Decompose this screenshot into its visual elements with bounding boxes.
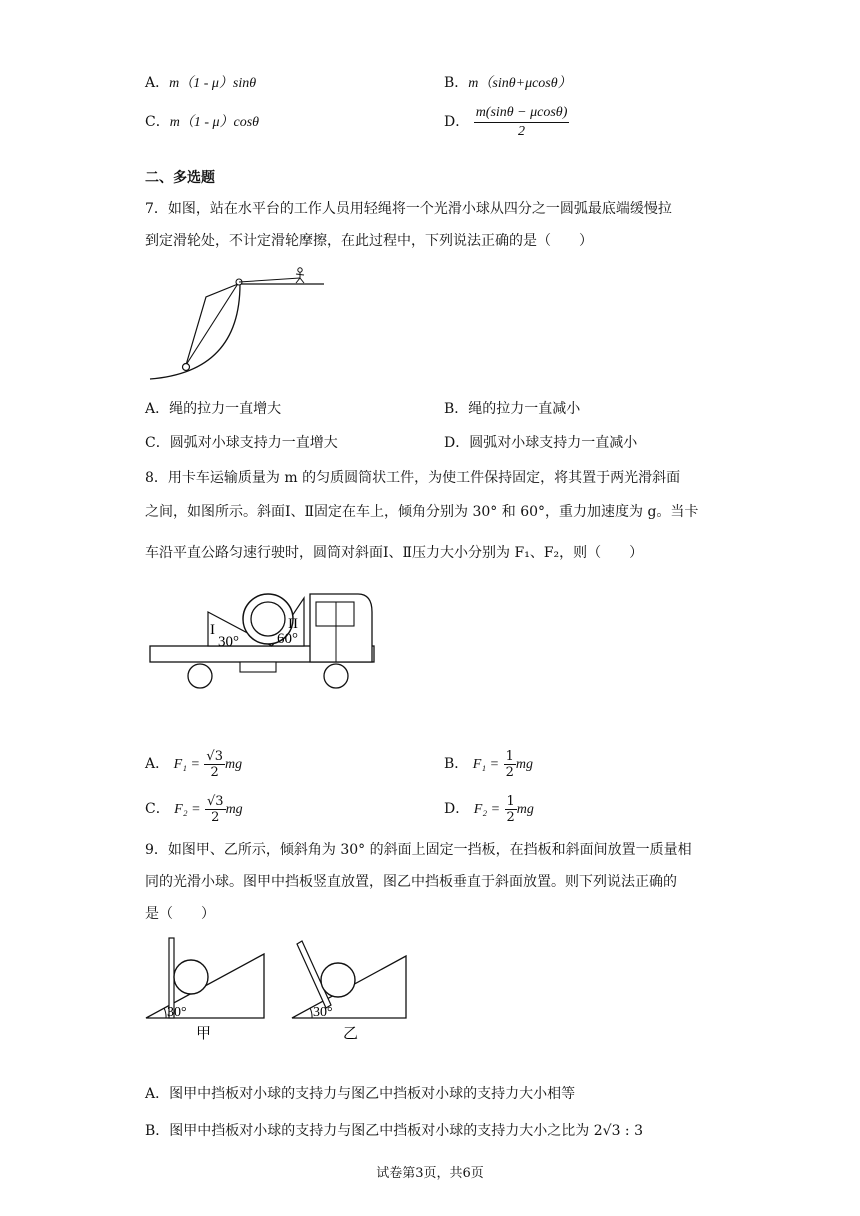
q8-truck-figure <box>146 582 378 692</box>
fraction-numerator: √3 <box>206 748 223 764</box>
q6-option-d <box>444 102 569 142</box>
fraction-denominator: 2 <box>518 123 526 139</box>
angle-two-label: 60° <box>277 631 298 647</box>
option-lhs: F₂ = <box>473 802 501 817</box>
option-fraction <box>474 104 570 141</box>
option-letter: A． <box>145 756 170 772</box>
option-tail: mg <box>225 802 243 817</box>
q8-option-c <box>145 791 243 828</box>
slope-two-label: II <box>288 616 298 632</box>
q9-stem-line1: 9．如图甲、乙所示，倾斜角为 30° 的斜面上固定一挡板，在挡板和斜面间放置一质量相 <box>145 842 692 858</box>
ball-b <box>321 963 355 997</box>
fraction-numerator: √3 <box>207 793 224 809</box>
q9-stem-line2: 同的光滑小球。图甲中挡板竖直放置，图乙中挡板垂直于斜面放置。则下列说法正确的 <box>145 874 677 890</box>
option-tail: mg <box>515 757 533 772</box>
option-fraction <box>504 749 516 780</box>
q9-figure <box>142 934 412 1044</box>
figure-yi <box>292 941 406 1042</box>
option-tail: mg <box>224 757 243 772</box>
option-fraction <box>505 794 517 825</box>
q7-option-d: D．圆弧对小球支持力一直减小 <box>444 435 638 451</box>
chassis-box <box>240 662 276 672</box>
ball-icon <box>183 364 190 371</box>
angle-label-b: 30° <box>313 1005 333 1020</box>
option-lhs: F₁ = <box>173 757 200 772</box>
worker-icon <box>296 268 304 283</box>
section-title: 二、多选题 <box>145 170 215 186</box>
figure-label-b: 乙 <box>343 1026 359 1042</box>
option-text: m（sinθ+μcosθ） <box>468 76 572 91</box>
fraction-denominator: 2 <box>211 809 220 825</box>
q8-option-a <box>145 746 242 783</box>
q8-stem-line1: 8．用卡车运输质量为 m 的匀质圆筒状工件，为使工件保持固定，将其置于两光滑斜面 <box>145 470 681 486</box>
rope-to-worker <box>239 278 300 282</box>
quarter-arc <box>150 284 240 379</box>
fraction-numerator: 1 <box>505 748 514 764</box>
q9-option-b: B．图甲中挡板对小球的支持力与图乙中挡板对小球的支持力大小之比为 2√3 : 3 <box>145 1123 643 1139</box>
option-letter: C． <box>145 801 170 817</box>
q6-option-c <box>145 112 259 133</box>
q7-stem-line2: 到定滑轮处，不计定滑轮摩擦，在此过程中，下列说法正确的是（ ） <box>145 233 593 249</box>
option-letter: D． <box>444 114 470 130</box>
q6-option-b <box>444 73 572 94</box>
fraction-numerator: 1 <box>506 793 515 809</box>
angle-one-label: 30° <box>218 634 239 650</box>
option-letter: B． <box>444 756 469 772</box>
option-text: m（1 - μ）cosθ <box>169 115 260 130</box>
slope-one-label: I <box>210 622 215 638</box>
q8-stem-line3: 车沿平直公路匀速行驶时，圆筒对斜面Ⅰ、Ⅱ压力大小分别为 F₁、F₂，则（ ） <box>145 545 644 561</box>
fraction-numerator: m(sinθ − μcosθ) <box>474 104 570 123</box>
fraction-denominator: 2 <box>505 764 514 780</box>
q9-option-a: A．图甲中挡板对小球的支持力与图乙中挡板对小球的支持力大小相等 <box>145 1086 576 1102</box>
q9-stem-line3: 是（ ） <box>145 906 215 922</box>
ball-a <box>174 960 208 994</box>
page-footer: 试卷第3页，共6页 <box>376 1166 484 1181</box>
cab-window <box>316 602 354 626</box>
wheel-icon <box>324 664 348 688</box>
angle-label-a: 30° <box>167 1005 187 1020</box>
q8-option-b <box>444 746 533 783</box>
q7-figure <box>140 262 340 387</box>
option-lhs: F₁ = <box>472 757 500 772</box>
q7-stem-line1: 7．如图，站在水平台的工作人员用轻绳将一个光滑小球从四分之一圆弧最底端缓慢拉 <box>145 201 672 217</box>
option-tail: mg <box>516 802 534 817</box>
fraction-denominator: 2 <box>506 809 515 825</box>
option-letter: C． <box>145 114 170 130</box>
q6-option-a <box>145 73 256 94</box>
q7-option-c: C．圆弧对小球支持力一直增大 <box>145 435 338 451</box>
option-fraction <box>204 749 225 780</box>
q7-option-b: B．绳的拉力一直减小 <box>444 401 581 417</box>
wheel-icon <box>188 664 212 688</box>
option-text: m（1 - μ）sinθ <box>169 76 257 91</box>
q7-option-a: A．绳的拉力一直增大 <box>145 401 282 417</box>
option-lhs: F₂ = <box>174 802 201 817</box>
q8-stem-line2: 之间，如图所示。斜面Ⅰ、Ⅱ固定在车上，倾角分别为 30° 和 60°，重力加速度为 g。当卡 <box>145 504 699 520</box>
option-fraction <box>205 794 226 825</box>
fraction-denominator: 2 <box>210 764 219 780</box>
option-letter: A． <box>145 75 170 91</box>
option-letter: B． <box>444 75 469 91</box>
figure-label-a: 甲 <box>196 1026 212 1042</box>
option-letter: D． <box>444 801 470 817</box>
q8-option-d <box>444 791 534 828</box>
figure-jia <box>146 938 264 1042</box>
